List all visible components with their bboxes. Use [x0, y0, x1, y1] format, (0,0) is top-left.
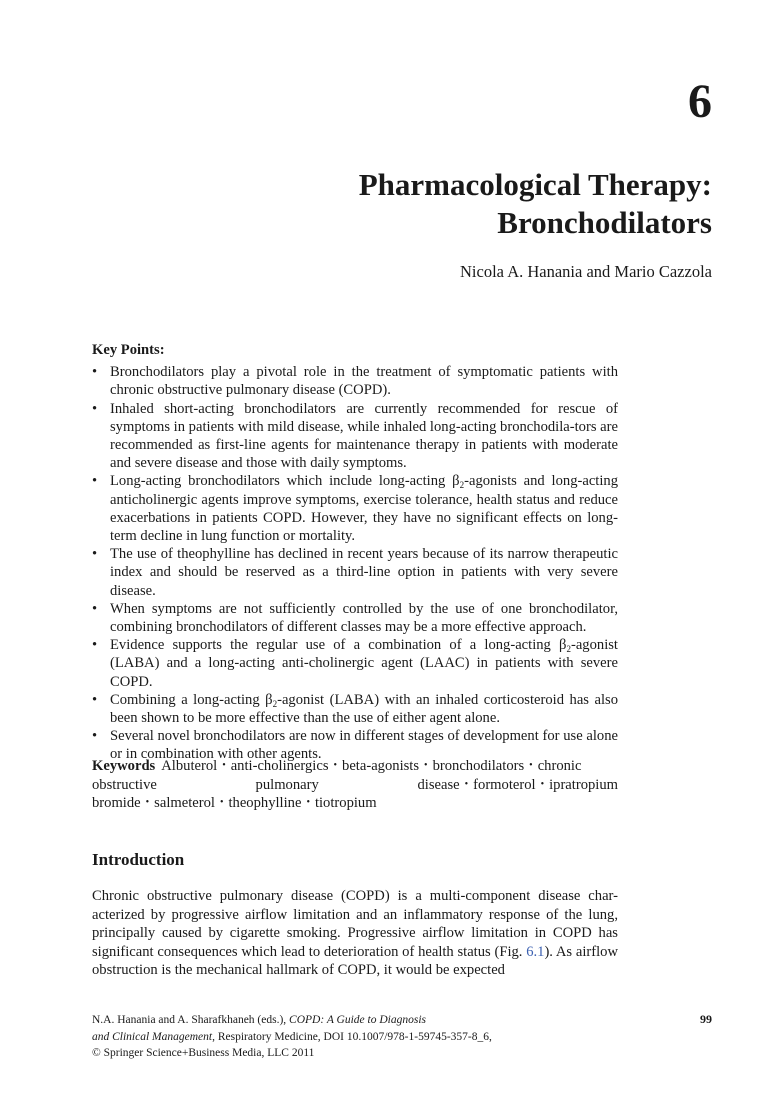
footer-copyright: © Springer Science+Business Media, LLC 2011: [92, 1047, 315, 1059]
keywords-label: Keywords: [92, 758, 156, 774]
bullet-icon: •: [92, 728, 98, 745]
key-point-text: Evidence supports the regular use of a combination of a long-acting β: [110, 637, 567, 654]
keyword-term: ipratropium bromide: [92, 776, 618, 811]
bullet-icon: •: [92, 637, 98, 654]
key-points-heading: Key Points:: [92, 342, 165, 358]
key-point-item: [92, 472, 618, 545]
key-point-item: [92, 600, 618, 636]
bullet-icon: •: [92, 400, 98, 417]
bullet-icon: •: [92, 473, 98, 490]
key-point-item: [92, 636, 618, 691]
keyword-separator-icon: •: [145, 797, 150, 808]
bullet-icon: •: [92, 600, 98, 617]
key-point-text: Several novel bronchodilators are now in different stages of development for use alone or in combination with other agents.: [110, 728, 618, 763]
introduction-paragraph: [92, 887, 618, 980]
keyword-term: beta-agonists: [342, 758, 420, 774]
chapter-title: [272, 166, 712, 242]
keyword-term: chronic obstructive pulmonary disease: [92, 758, 582, 793]
key-point-item: [92, 691, 618, 727]
chapter-title-line-1: Pharmacological Therapy:: [358, 167, 712, 202]
key-point-item: [92, 400, 618, 473]
key-point-item: [92, 545, 618, 600]
keyword-term: salmeterol: [154, 795, 215, 811]
keyword-separator-icon: •: [306, 797, 310, 808]
intro-text-2: ). As airflow obstruction is the mechanical hallmark of COPD, it would be expected: [92, 943, 618, 979]
keywords-terms: [92, 758, 618, 811]
chapter-authors: Nicola A. Hanania and Mario Cazzola: [460, 262, 712, 281]
subscript: 2: [272, 698, 278, 709]
keyword-separator-icon: •: [333, 760, 338, 771]
keyword-separator-icon: •: [529, 760, 533, 771]
key-points-box: [92, 341, 618, 764]
citation-footer: [92, 1012, 618, 1062]
page-number: 99: [700, 1012, 712, 1026]
subscript: 2: [459, 480, 465, 491]
section-heading-introduction: Introduction: [92, 850, 185, 869]
chapter-number: 6: [688, 75, 712, 128]
intro-text-1: Chronic obstructive pulmonary disease (COPD) is a multi-component disease char-acterized by progressive airflow limitation and an inflammatory response of the lung, principally caused by cigarette smoking. Progressive airflow limitation in COPD has significant consequences which lead to deterioration of health status (Fig.: [92, 888, 618, 960]
keywords-block: [92, 757, 618, 813]
footer-book-title-2: and Clinical Management: [92, 1030, 213, 1043]
subscript: 2: [566, 644, 571, 655]
bullet-icon: •: [92, 546, 98, 563]
keyword-term: tiotropium: [314, 795, 377, 811]
keyword-separator-icon: •: [464, 778, 469, 790]
bullet-icon: •: [92, 691, 98, 708]
key-point-text: Inhaled short-acting bronchodilators are currently recommended for rescue of symptoms in patients with mild disease, while inhaled long-acting bronchodila-tors are recommended as first-line agents for maintenance therapy in patients with moderate and severe disease and those with daily symptoms.: [110, 400, 618, 472]
footer-line-2: [92, 1029, 618, 1046]
key-point-text: The use of theophylline has declined in recent years because of its narrow therapeutic index and should be reserved as a third-line option in patients with very severe disease.: [110, 546, 618, 599]
key-point-text: -agonist (LABA) and a long-acting anti-cholinergic agent (LAAC) in patients with severe COPD.: [110, 637, 618, 690]
keyword-separator-icon: •: [219, 797, 224, 808]
keyword-separator-icon: •: [222, 760, 226, 771]
footer-editors: N.A. Hanania and A. Sharafkhaneh (eds.),: [92, 1014, 290, 1026]
footer-book-title-1: COPD: A Guide to Diagnosis: [289, 1014, 426, 1026]
chapter-title-line-2: Bronchodilators: [497, 205, 712, 240]
bullet-icon: •: [92, 364, 98, 381]
keyword-term: Albuterol: [161, 758, 218, 774]
keyword-term: bronchodilators: [432, 758, 525, 774]
key-point-text: Bronchodilators play a pivotal role in the treatment of symptomatic patients with chronic obstructive pulmonary disease (COPD).: [110, 364, 618, 399]
key-point-text: -agonists and long-acting anticholinergic agents improve symptoms, exercise tolerance, health status and reduce exacerbations in patients COPD. However, they have no significant effects on long-term decline in lung function or mortality.: [110, 473, 619, 545]
keyword-separator-icon: •: [424, 760, 428, 771]
key-point-item: [92, 363, 618, 399]
footer-line-1: [92, 1012, 618, 1029]
key-point-text: When symptoms are not sufficiently controlled by the use of one bronchodilator, combining bronchodilators of different classes may be a more effective approach.: [110, 600, 618, 636]
keyword-term: anti-cholinergics: [230, 758, 329, 774]
footer-doi: , Respiratory Medicine, DOI 10.1007/978-1-59745-357-8_6,: [212, 1030, 492, 1043]
keyword-separator-icon: •: [540, 778, 545, 790]
key-points-list: [92, 363, 618, 763]
key-point-text: Combining a long-acting β: [110, 691, 273, 708]
key-point-text: Long-acting bronchodilators which include long-acting β: [110, 473, 460, 490]
keyword-term: formoterol: [473, 776, 536, 793]
figure-reference-link[interactable]: 6.1: [526, 943, 545, 960]
keyword-term: theophylline: [228, 795, 302, 811]
key-point-text: -agonist (LABA) with an inhaled corticosteroid has also been shown to be more effective than the use of either agent alone.: [110, 691, 618, 727]
